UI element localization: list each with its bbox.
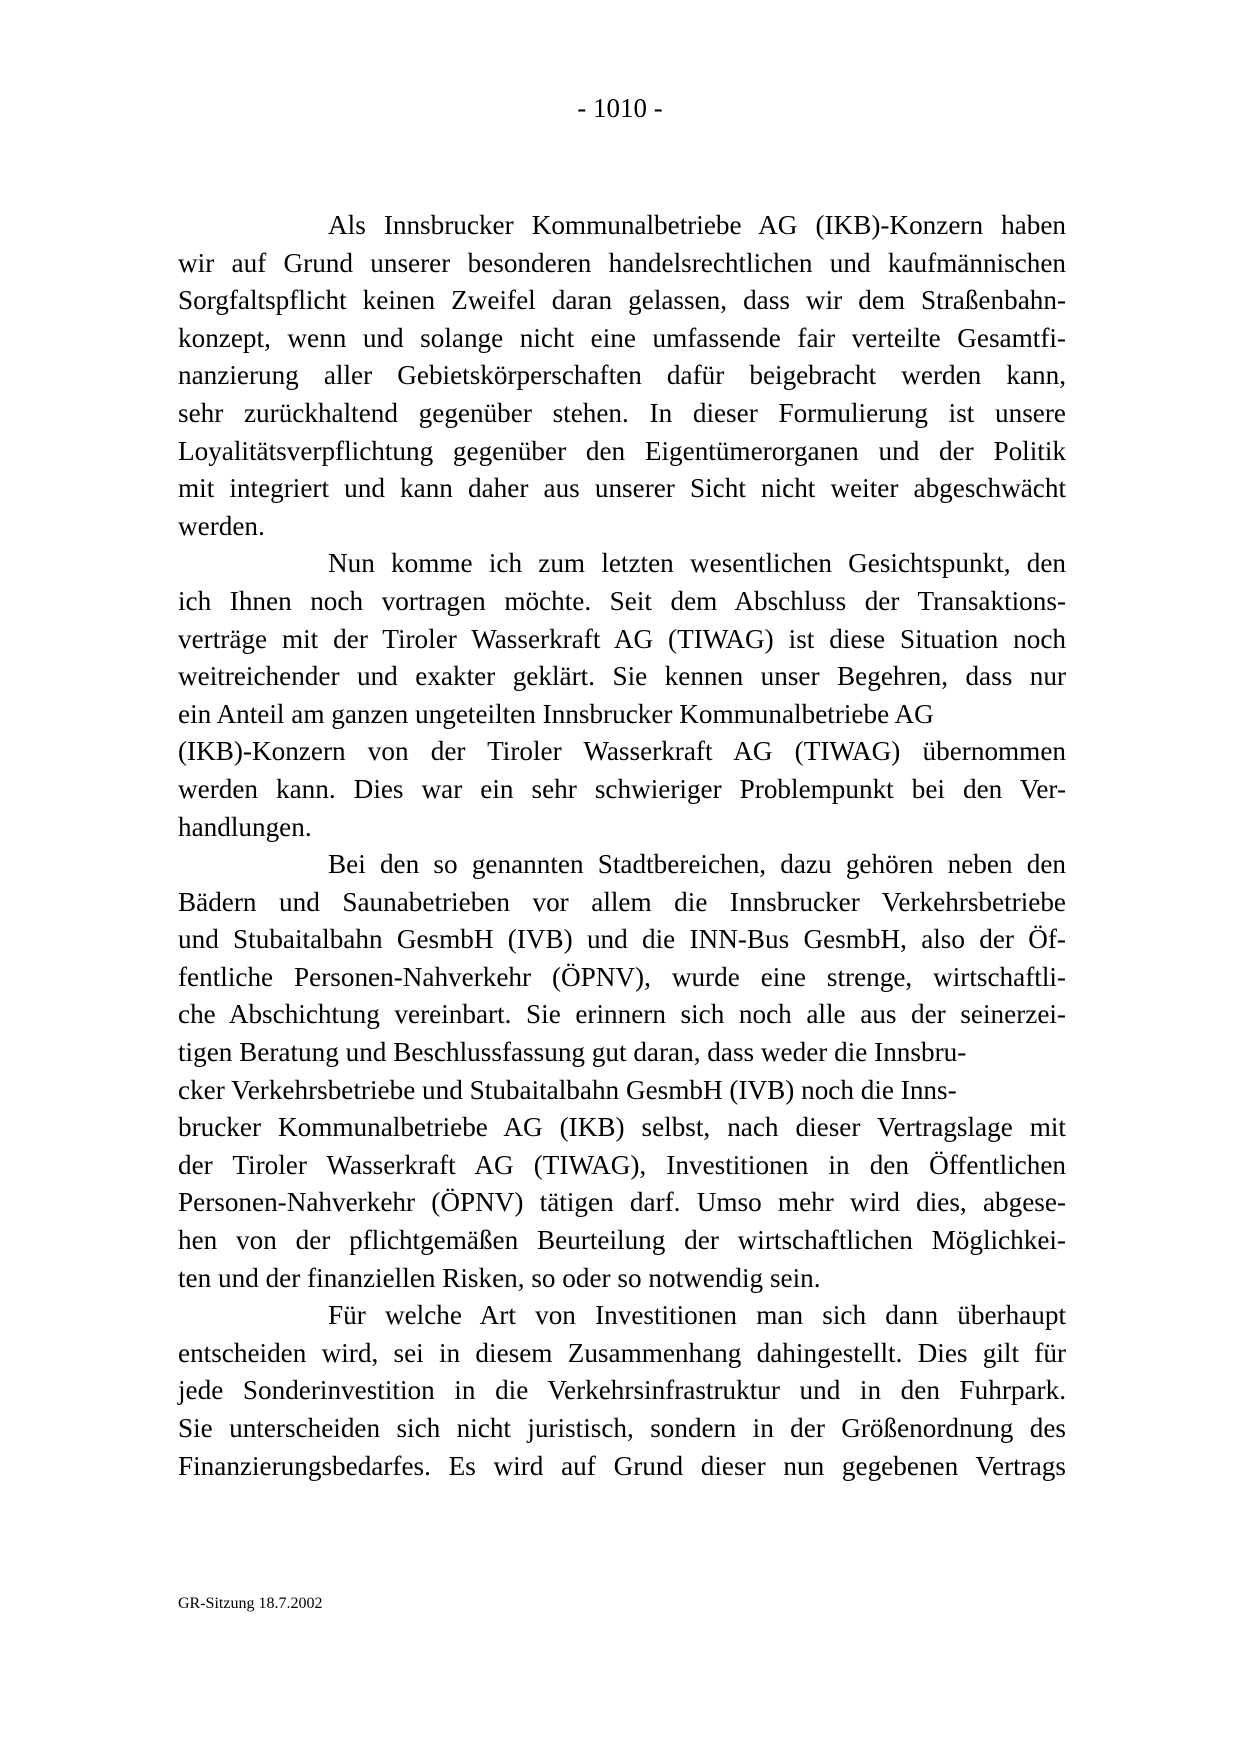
- text-line: nanzierung aller Gebietskörperschaften dafür beigebracht werden kann,: [178, 360, 1066, 391]
- text-line: tigen Beratung und Beschlussfassung gut daran, dass weder die Innsbru-: [178, 1037, 967, 1068]
- text-line: verträge mit der Tiroler Wasserkraft AG (TIWAG) ist diese Situation noch: [178, 623, 1066, 654]
- text-line: Sie unterscheiden sich nicht juristisch, sondern in der Größenordnung des: [178, 1413, 1066, 1443]
- text-line: che Abschichtung vereinbart. Sie erinnern sich noch alle aus der seinerzei-: [178, 999, 1066, 1030]
- text-line: der Tiroler Wasserkraft AG (TIWAG), Investitionen in den Öffentlichen: [178, 1149, 1066, 1180]
- text-line: werden kann. Dies war ein sehr schwieriger Problempunkt bei den Ver-: [178, 773, 1066, 804]
- text-line: weitreichender und exakter geklärt. Sie kennen unser Begehren, dass nur: [178, 661, 1066, 692]
- text-line: sehr zurückhaltend gegenüber stehen. In dieser Formulierung ist unsere: [178, 397, 1066, 428]
- text-line: ten und der finanziellen Risken, so oder so notwendig sein.: [178, 1262, 821, 1293]
- text-line: Bei den so genannten Stadtbereichen, dazu gehören neben den: [328, 849, 1066, 880]
- page-number: - 1010 -: [577, 93, 663, 123]
- text-line: Personen-Nahverkehr (ÖPNV) tätigen darf. Umso mehr wird dies, abgese-: [178, 1187, 1066, 1218]
- text-line: und Stubaitalbahn GesmbH (IVB) und die INN-Bus GesmbH, also der Öf-: [178, 924, 1066, 955]
- text-line: Nun komme ich zum letzten wesentlichen Gesichtspunkt, den: [328, 548, 1066, 579]
- text-line: werden.: [178, 510, 265, 541]
- text-line: entscheiden wird, sei in diesem Zusammenhang dahingestellt. Dies gilt für: [178, 1337, 1066, 1368]
- text-line: ein Anteil am ganzen ungeteilten Innsbrucker Kommunalbetriebe AG: [178, 698, 934, 729]
- text-line: handlungen.: [178, 811, 312, 842]
- text-line: wir auf Grund unserer besonderen handelsrechtlichen und kaufmännischen: [178, 247, 1066, 278]
- text-line: (IKB)-Konzern von der Tiroler Wasserkraft AG (TIWAG) übernommen: [178, 736, 1066, 767]
- page-footer: GR-Sitzung 18.7.2002: [178, 1595, 323, 1612]
- text-line: Loyalitätsverpflichtung gegenüber den Eigentümerorganen und der Politik: [178, 435, 1066, 466]
- text-line: Sorgfaltspflicht keinen Zweifel daran gelassen, dass wir dem Straßenbahn-: [178, 285, 1066, 316]
- text-line: Bädern und Saunabetrieben vor allem die Innsbrucker Verkehrsbetriebe: [178, 886, 1066, 917]
- text-line: jede Sonderinvestition in die Verkehrsinfrastruktur und in den Fuhrpark.: [178, 1375, 1066, 1406]
- text-line: konzept, wenn und solange nicht eine umfassende fair verteilte Gesamtfi-: [178, 322, 1066, 353]
- text-line: hen von der pflichtgemäßen Beurteilung der wirtschaftlichen Möglichkei-: [178, 1225, 1066, 1256]
- text-line: ich Ihnen noch vortragen möchte. Seit dem Abschluss der Transaktions-: [178, 585, 1066, 616]
- text-line: Finanzierungsbedarfes. Es wird auf Grund dieser nun gegebenen Vertrags: [178, 1450, 1066, 1481]
- text-line: Für welche Art von Investitionen man sich dann überhaupt: [328, 1300, 1066, 1331]
- text-line: mit integriert und kann daher aus unserer Sicht nicht weiter abgeschwächt: [178, 473, 1066, 504]
- text-line: fentliche Personen-Nahverkehr (ÖPNV), wurde eine strenge, wirtschaftli-: [178, 961, 1066, 992]
- text-line: Als Innsbrucker Kommunalbetriebe AG (IKB)-Konzern haben: [328, 210, 1066, 240]
- body-text: [178, 207, 1066, 1485]
- text-line: cker Verkehrsbetriebe und Stubaitalbahn GesmbH (IVB) noch die Inns-: [178, 1074, 957, 1105]
- text-line: brucker Kommunalbetriebe AG (IKB) selbst, nach dieser Vertragslage mit: [178, 1112, 1066, 1143]
